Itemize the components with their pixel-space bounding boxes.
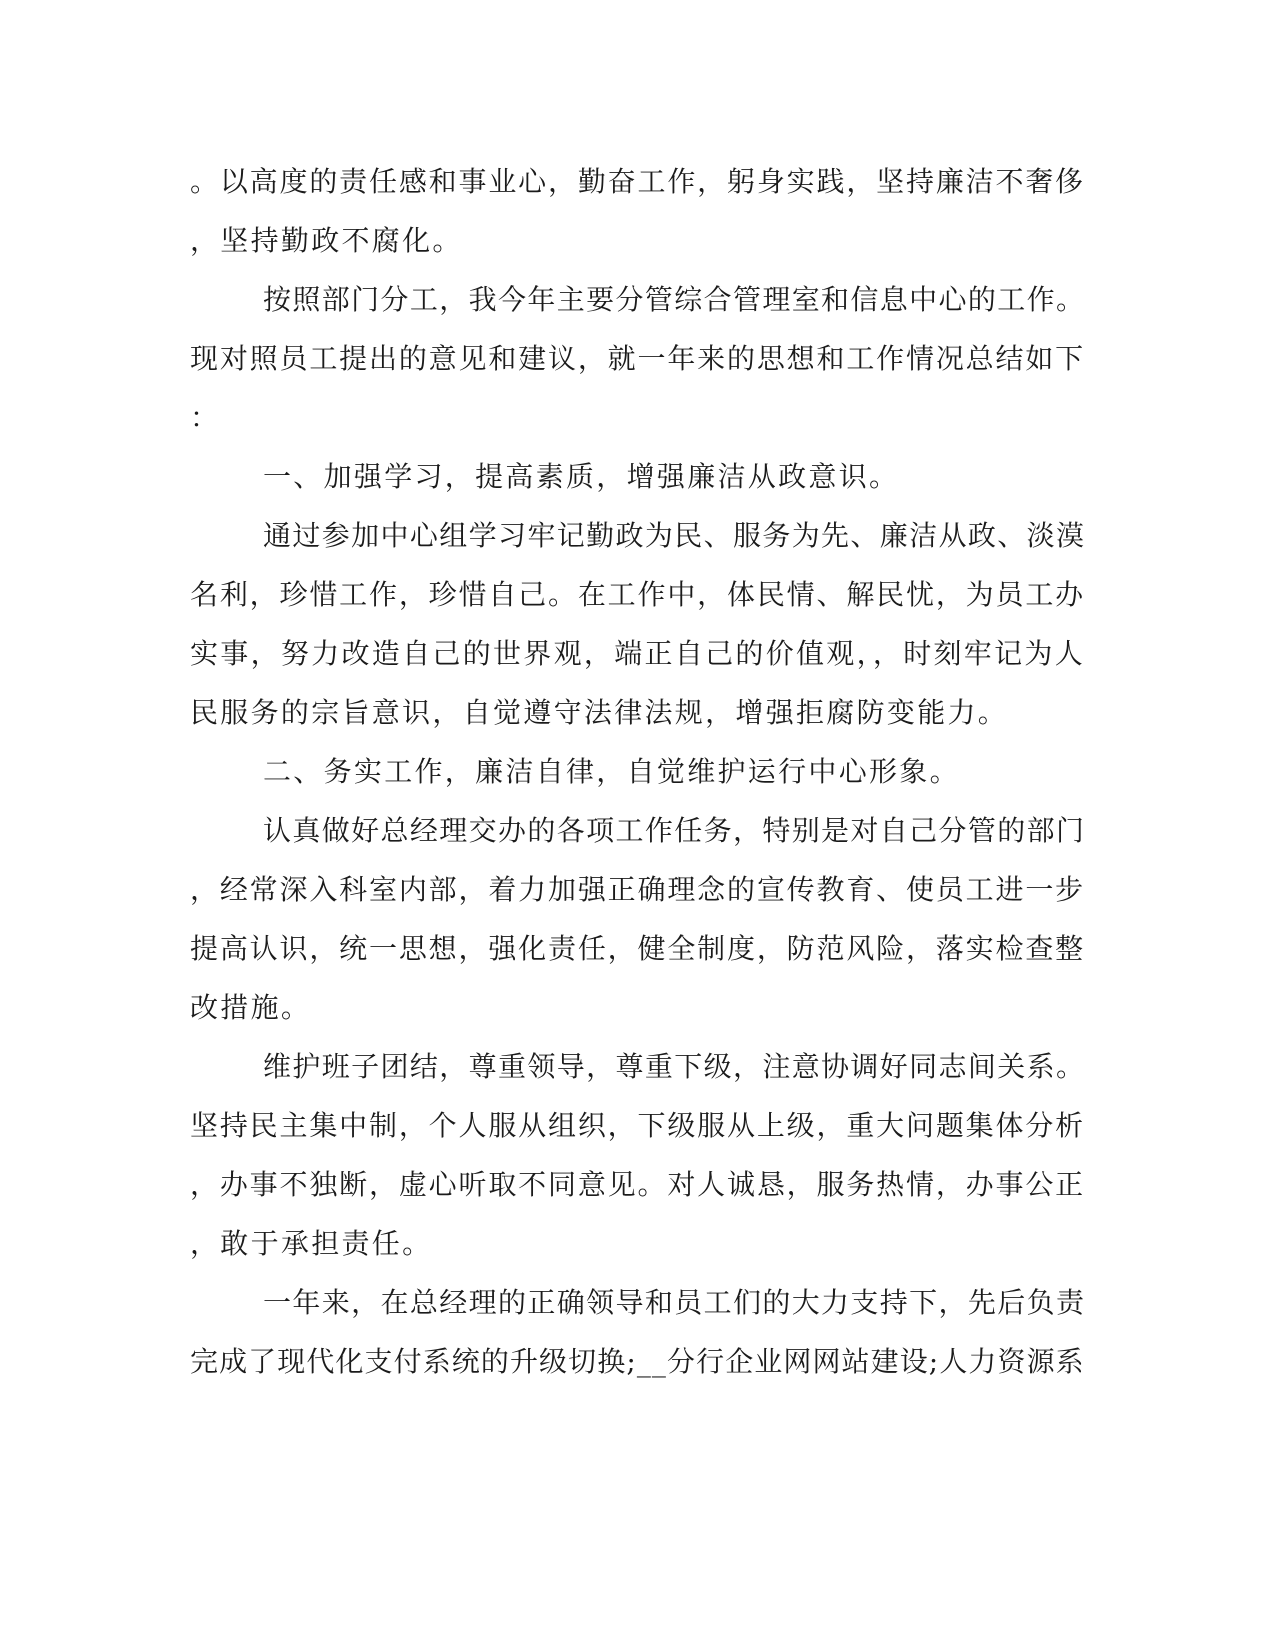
text-line: 实事，努力改造自己的世界观，端正自己的价值观，，时刻牢记为人 xyxy=(190,637,1086,670)
text-line: 坚持民主集中制，个人服从组织，下级服从上级，重大问题集体分析 xyxy=(190,1109,1086,1142)
text-line: 现对照员工提出的意见和建议，就一年来的思想和工作情况总结如下 xyxy=(190,342,1086,375)
paragraph-first-line: 维护班子团结，尊重领导，尊重下级，注意协调好同志间关系。 xyxy=(263,1050,1086,1083)
paragraph-first-line: 按照部门分工，我今年主要分管综合管理室和信息中心的工作。 xyxy=(263,283,1086,316)
text-line: 民服务的宗旨意识，自觉遵守法律法规，增强拒腐防变能力。 xyxy=(190,696,1009,729)
text-line: 改措施。 xyxy=(190,991,312,1024)
section-heading-2: 二、务实工作，廉洁自律，自觉维护运行中心形象。 xyxy=(263,755,960,788)
section-heading-1: 一、加强学习，提高素质，增强廉洁从政意识。 xyxy=(263,460,900,493)
paragraph-first-line: 认真做好总经理交办的各项工作任务，特别是对自己分管的部门 xyxy=(263,814,1086,847)
text-line: ，办事不独断，虚心听取不同意见。对人诚恳，服务热情，办事公正 xyxy=(190,1168,1086,1201)
text-line: 。以高度的责任感和事业心，勤奋工作，躬身实践，坚持廉洁不奢侈 xyxy=(190,165,1086,198)
text-line: ，经常深入科室内部，着力加强正确理念的宣传教育、使员工进一步 xyxy=(190,873,1086,906)
paragraph-first-line: 一年来，在总经理的正确领导和员工们的大力支持下，先后负责 xyxy=(263,1286,1086,1319)
text-line: ： xyxy=(190,401,221,434)
text-line: 名利，珍惜工作，珍惜自己。在工作中，体民情、解民忧，为员工办 xyxy=(190,578,1086,611)
text-line: 完成了现代化支付系统的升级切换;__分行企业网网站建设;人力资源系 xyxy=(190,1345,1085,1378)
text-line: ，敢于承担责任。 xyxy=(190,1227,433,1260)
text-line: 提高认识，统一思想，强化责任，健全制度，防范风险，落实检查整 xyxy=(190,932,1086,965)
text-line: ，坚持勤政不腐化。 xyxy=(190,224,463,257)
paragraph-first-line: 通过参加中心组学习牢记勤政为民、服务为先、廉洁从政、淡漠 xyxy=(263,519,1086,552)
